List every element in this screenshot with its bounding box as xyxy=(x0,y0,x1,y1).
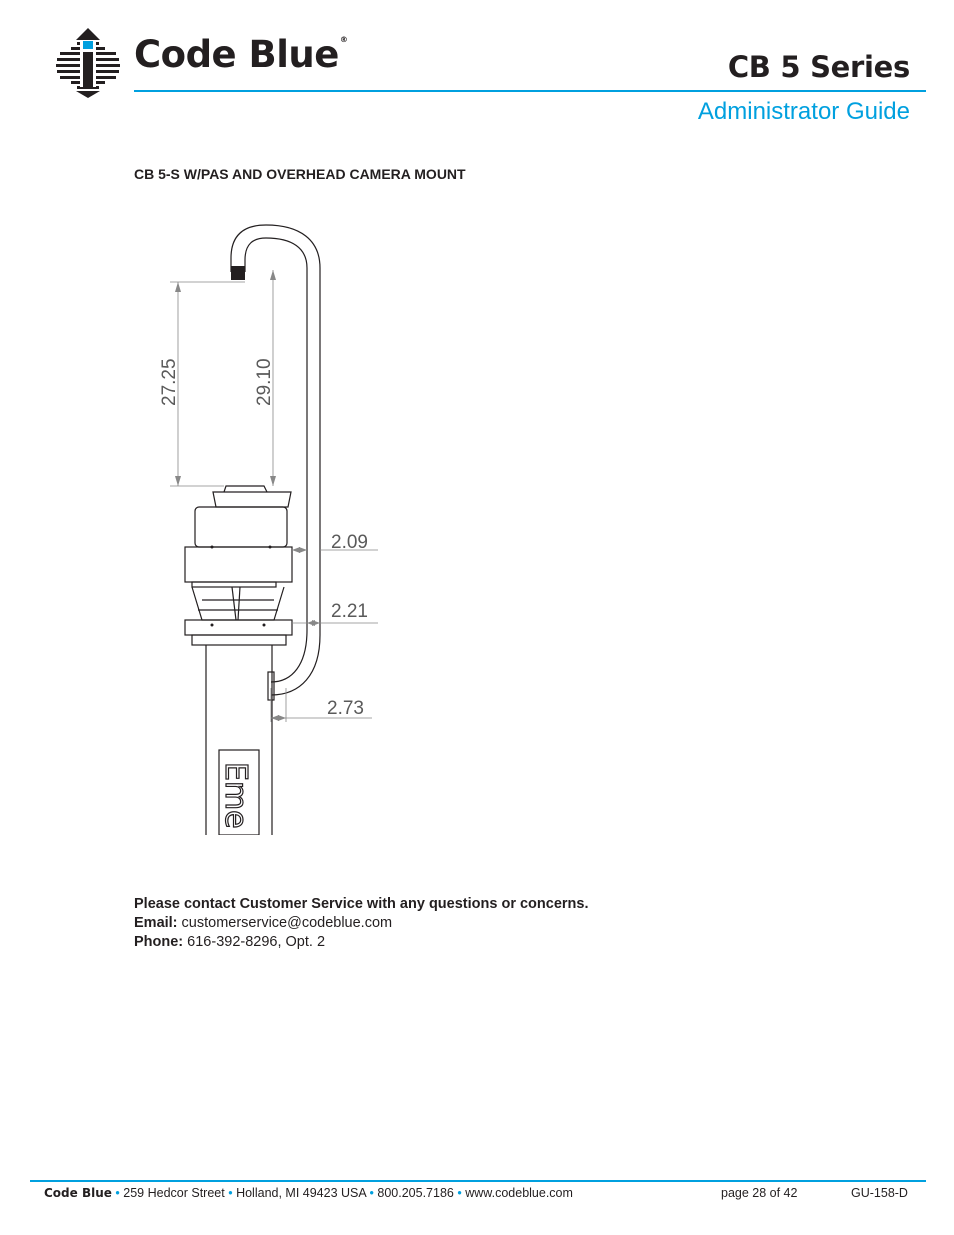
footer-separator: • xyxy=(457,1186,462,1200)
page-subtitle: Administrator Guide xyxy=(697,98,910,125)
footer-street: 259 Hedcor Street xyxy=(123,1186,225,1200)
dimension-label-2-73: 2.73 xyxy=(327,698,364,719)
document-id: GU-158-D xyxy=(851,1186,908,1200)
section-heading: CB 5-S W/PAS AND OVERHEAD CAMERA MOUNT xyxy=(134,166,466,182)
footer-website[interactable]: www.codeblue.com xyxy=(465,1186,573,1200)
email-label: Email: xyxy=(134,915,178,931)
pole-lettering: Eme xyxy=(218,762,253,829)
header-divider xyxy=(134,90,926,92)
code-blue-logo-icon xyxy=(56,28,120,98)
phone-value: 616-392-8296, Opt. 2 xyxy=(187,934,326,950)
registered-mark: ® xyxy=(339,35,348,44)
dimension-label-27-25: 27.25 xyxy=(159,358,180,406)
footer-divider xyxy=(30,1180,926,1182)
dimension-label-2-09: 2.09 xyxy=(331,532,368,553)
contact-intro: Please contact Customer Service with any questions or concerns. xyxy=(134,896,589,912)
contact-block xyxy=(134,895,588,952)
dimension-label-2-21: 2.21 xyxy=(331,601,368,622)
footer-address-line xyxy=(44,1186,573,1200)
phone-label: Phone: xyxy=(134,934,184,950)
hook-end-cap xyxy=(231,266,245,280)
footer-brand: Code Blue xyxy=(44,1186,112,1200)
footer-separator: • xyxy=(228,1186,233,1200)
page-number: page 28 of 42 xyxy=(721,1186,798,1200)
email-value[interactable]: customerservice@codeblue.com xyxy=(181,915,393,931)
brand-name: Code Blue xyxy=(134,33,339,76)
brand-wordmark xyxy=(134,33,348,76)
dimension-label-29-10: 29.10 xyxy=(254,358,275,406)
footer-city: Holland, MI 49423 USA xyxy=(236,1186,367,1200)
footer-separator: • xyxy=(369,1186,374,1200)
page-title: CB 5 Series xyxy=(727,50,910,84)
footer-phone: 800.205.7186 xyxy=(377,1186,454,1200)
footer-separator: • xyxy=(115,1186,120,1200)
camera-mount-drawing xyxy=(140,210,400,835)
